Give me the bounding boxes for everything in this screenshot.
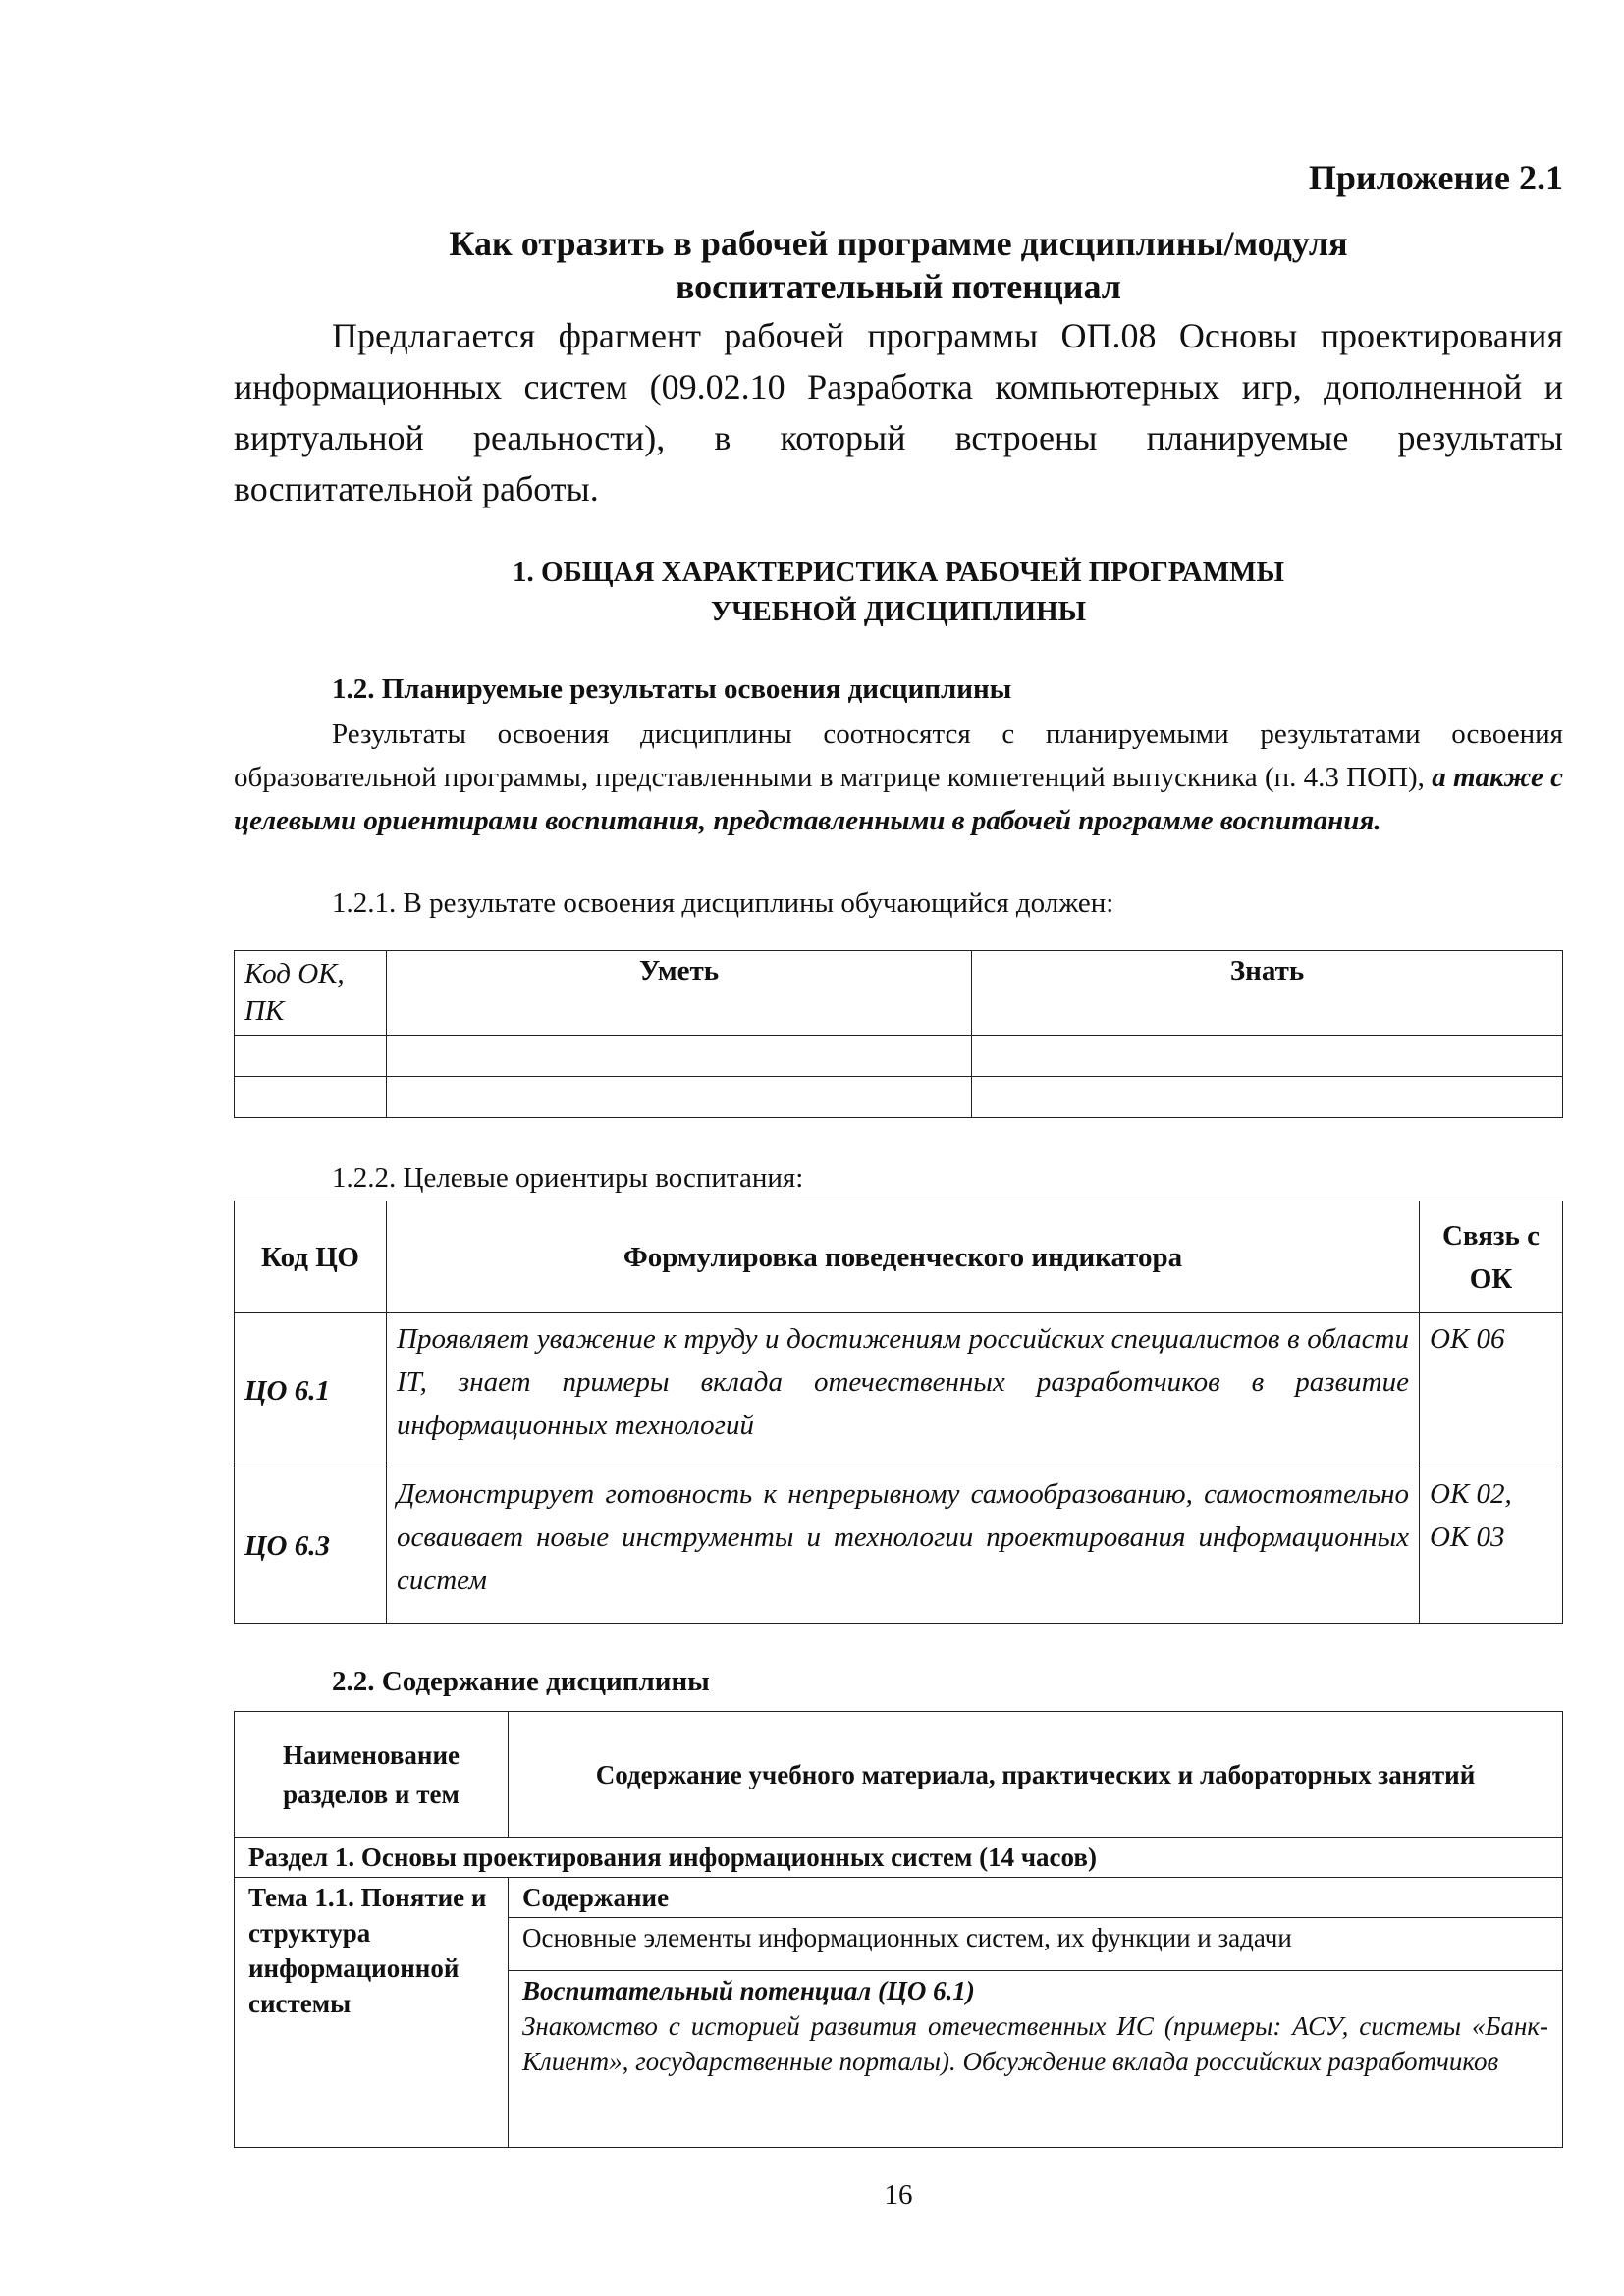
goals-header-ok: Связь с ОК bbox=[1420, 1201, 1563, 1313]
goal-ok: ОК 06 bbox=[1420, 1313, 1563, 1468]
goal-indicator: Проявляет уважение к труду и достижениям российских специалистов в области IT, знает примеры вклада отечественных разработчиков в развитие информационных технологий bbox=[387, 1313, 1420, 1468]
goal-indicator: Демонстрирует готовность к непрерывному самообразованию, самостоятельно осваивает новые инструменты и технологии проектирования информационных систем bbox=[387, 1468, 1420, 1624]
potential-cell bbox=[509, 1971, 1563, 2148]
subsection-1-2-1: 1.2.1. В результате освоения дисциплины обучающийся должен: bbox=[332, 887, 1114, 919]
title-line-2: воспитательный потенциал bbox=[675, 267, 1121, 306]
section-row: Раздел 1. Основы проектирования информационных систем (14 часов) bbox=[235, 1838, 1563, 1878]
skills-header-code: Код ОК, ПК bbox=[235, 951, 387, 1036]
goal-ok: ОК 02, ОК 03 bbox=[1420, 1468, 1563, 1624]
document-page bbox=[234, 0, 1563, 2296]
title-line-1: Как отразить в рабочей программе дисциплины/модуля bbox=[449, 224, 1348, 263]
goals-header-indicator: Формулировка поведенческого индикатора bbox=[387, 1201, 1420, 1313]
skills-header-can: Уметь bbox=[387, 951, 972, 1036]
content-item: Основные элементы информационных систем, их функции и задачи bbox=[509, 1918, 1563, 1971]
section-1-2-heading: 1.2. Планируемые результаты освоения дисциплины bbox=[332, 673, 1012, 705]
section-1-2-paragraph-emphasis: а также с целевыми ориентирами воспитания, представленными в рабочей программе воспитания. bbox=[234, 762, 1563, 836]
section-1-title-line-2: УЧЕБНОЙ ДИСЦИПЛИНЫ bbox=[710, 596, 1087, 627]
potential-text: Знакомство с историей развития отечественных ИС (примеры: АСУ, системы «Банк-Клиент», государственные порталы). Обсуждение вклада российских разработчиков bbox=[522, 2011, 1548, 2076]
section-1-2-paragraph bbox=[234, 713, 1563, 842]
section-2-2-heading: 2.2. Содержание дисциплины bbox=[332, 1666, 710, 1697]
section-1-2-paragraph-plain: Результаты освоения дисциплины соотносятся с планируемыми результатами освоения образовательной программы, представленными в матрице компетенций выпускника (п. 4.3 ПОП), bbox=[234, 719, 1563, 793]
skills-table bbox=[234, 950, 1563, 1118]
content-table bbox=[234, 1711, 1563, 2148]
potential-label: Воспитательный потенциал (ЦО 6.1) bbox=[522, 1976, 975, 2005]
goal-code: ЦО 6.1 bbox=[235, 1313, 387, 1468]
subsection-1-2-2: 1.2.2. Целевые ориентиры воспитания: bbox=[332, 1162, 804, 1194]
table-row bbox=[235, 1313, 1563, 1468]
page-number: 16 bbox=[884, 2179, 913, 2211]
intro-text: Предлагается фрагмент рабочей программы ОП.08 Основы проектирования информационных систем (09.02.10 Разработка компьютерных игр, дополненной и виртуальной реальности), в который встроены планируемые результаты воспитательной работы. bbox=[234, 316, 1563, 508]
content-header-material: Содержание учебного материала, практических и лабораторных занятий bbox=[509, 1712, 1563, 1838]
goals-table bbox=[234, 1201, 1563, 1624]
table-row bbox=[235, 1036, 1563, 1077]
topic-cell: Тема 1.1. Понятие и структура информационной системы bbox=[235, 1878, 509, 2148]
goal-code: ЦО 6.3 bbox=[235, 1468, 387, 1624]
content-label: Содержание bbox=[509, 1878, 1563, 1918]
section-1-title-line-1: 1. ОБЩАЯ ХАРАКТЕРИСТИКА РАБОЧЕЙ ПРОГРАММЫ bbox=[512, 557, 1285, 588]
appendix-label: Приложение 2.1 bbox=[1308, 158, 1563, 197]
page-title bbox=[234, 222, 1563, 308]
section-1-title bbox=[234, 553, 1563, 631]
table-row bbox=[235, 1468, 1563, 1624]
skills-header-know: Знать bbox=[972, 951, 1563, 1036]
goals-header-code: Код ЦО bbox=[235, 1201, 387, 1313]
content-header-sections: Наименование разделов и тем bbox=[235, 1712, 509, 1838]
intro-paragraph bbox=[234, 310, 1563, 514]
table-row bbox=[235, 1077, 1563, 1118]
